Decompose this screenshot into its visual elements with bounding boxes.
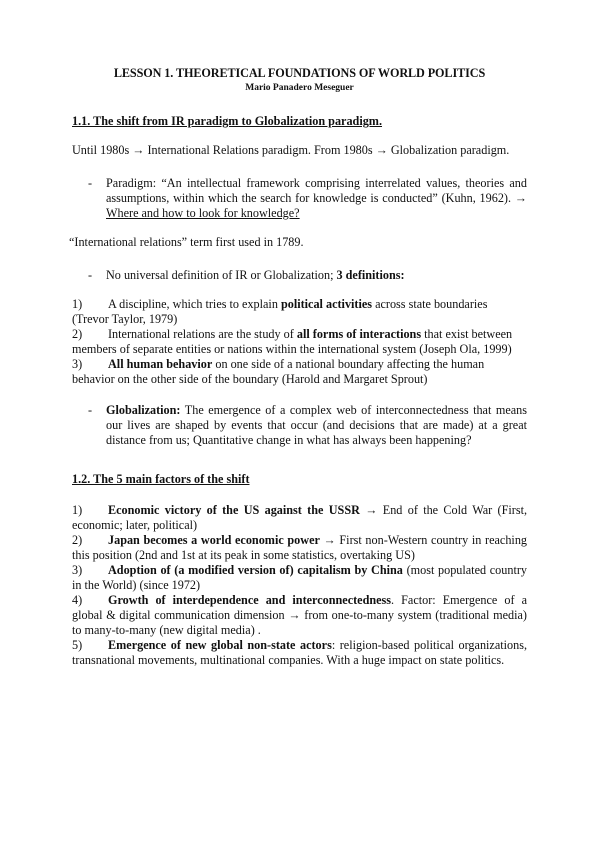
paradigm-question: Where and how to look for knowledge?: [106, 206, 300, 220]
definition-item: 3) All human behavior on one side of a national boundary affecting the human behavior on the other side of the boundary (Harold and Margaret Sprout): [72, 357, 485, 386]
author-name: Mario Panadero Meseguer: [245, 83, 354, 93]
definitions-bullet: - No universal definition of IR or Globalization; 3 definitions:: [88, 268, 405, 282]
factor-item: 3) Adoption of (a modified version of) capitalism by China (most populated country in the World) (since 1972): [72, 563, 527, 592]
definitions-list: [72, 297, 527, 387]
intro-paragraph: Until 1980s → International Relations paradigm. From 1980s → Globalization paradigm.: [72, 143, 510, 157]
definition-item: 1) A discipline, which tries to explain political activities across state boundaries (Trevor Taylor, 1979): [72, 297, 488, 326]
factor-item: 4) Growth of interdependence and interconnectedness. Factor: Emergence of a global & digital communication dimension → from one-to-many system (traditional media) to many-to-many (new digital media) .: [72, 593, 527, 637]
section-heading-1: 1.1. The shift from IR paradigm to Globalization paradigm.: [72, 114, 383, 128]
bullet-dash: -: [88, 403, 93, 417]
section-heading-2: 1.2. The 5 main factors of the shift: [72, 472, 250, 486]
page-title: LESSON 1. THEORETICAL FOUNDATIONS OF WORLD POLITICS: [113, 66, 486, 80]
factors-list: [72, 503, 527, 668]
factor-item: 2) Japan becomes a world economic power → First non-Western country in reaching this position (2nd and 1st at its peak in some statistics, overtaking US): [72, 533, 528, 562]
bullet-dash: -: [88, 268, 93, 282]
paradigm-bullet: [88, 176, 527, 221]
factor-item: 1) Economic victory of the US against the USSR → End of the Cold War (First, economic; later, political): [72, 503, 527, 532]
factor-item: 5) Emergence of new global non-state actors: religion-based political organizations, transnational movements, multinational companies. With a huge impact on state politics.: [72, 638, 527, 667]
globalization-bullet: - Globalization: The emergence of a complex web of interconnectedness that means our lives are shaped by events that occur (and decisions that are made) at a great distance from us; Quantitative change in what has always been happening?: [88, 403, 527, 447]
definition-item: 2) International relations are the study of all forms of interactions that exist between members of separate entities or nations within the international system (Joseph Ola, 1999): [72, 327, 513, 356]
document-page: [69, 66, 528, 668]
paradigm-text: Paradigm: “An intellectual framework comprising interrelated values, theories and assumptions, within which the search for knowledge is conducted” (Kuhn, 1962). → Where and how to look for knowledge?: [106, 176, 527, 220]
bullet-dash: -: [88, 176, 93, 190]
ir-term-paragraph: “International relations” term first used in 1789.: [69, 235, 304, 249]
